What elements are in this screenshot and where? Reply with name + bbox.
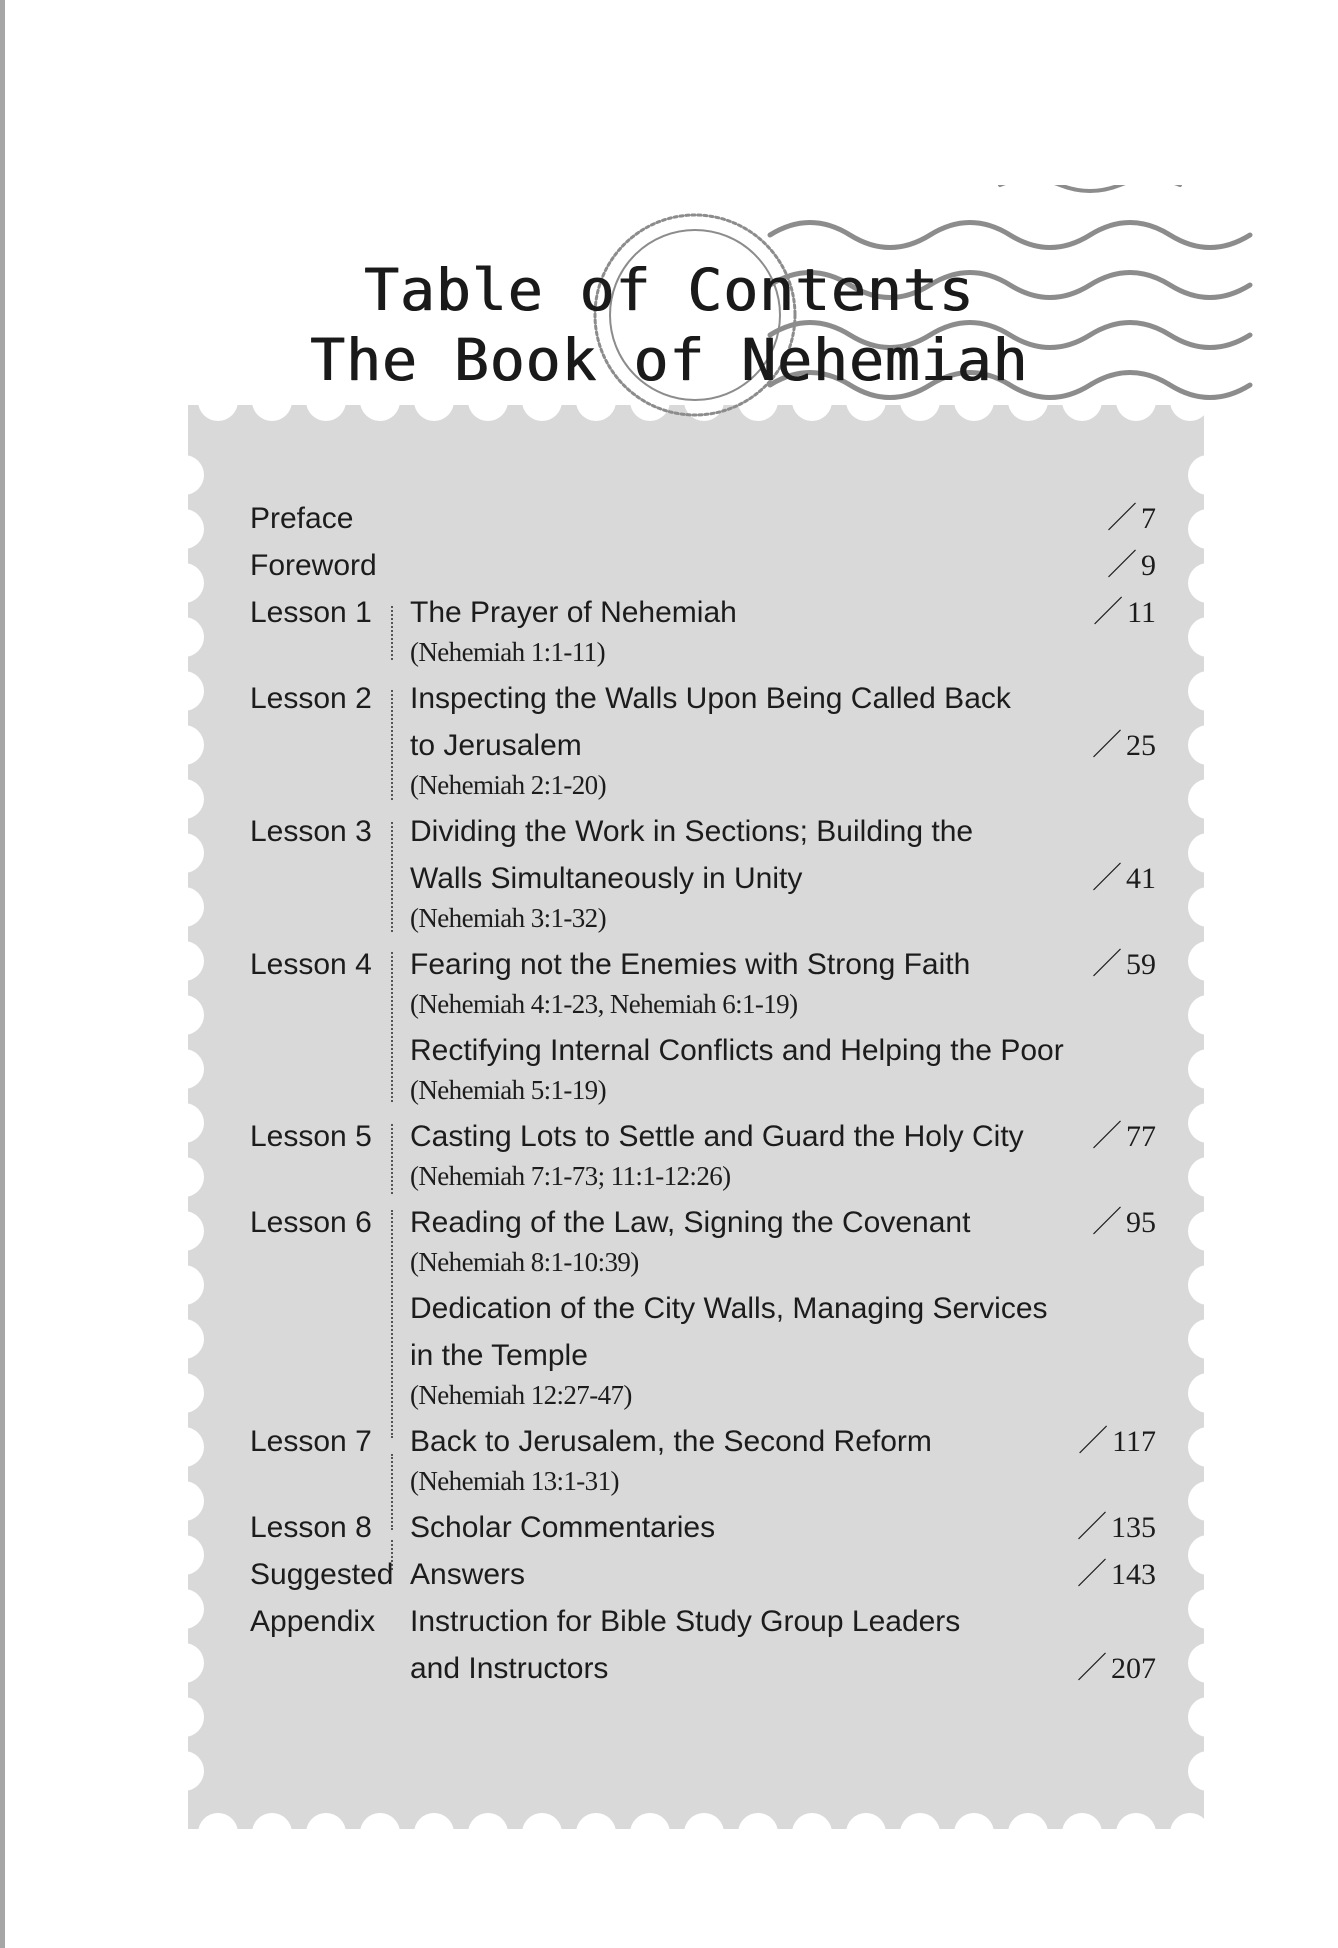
stamp-perforation bbox=[164, 671, 204, 711]
toc-entry-lesson-1[interactable] bbox=[250, 589, 1156, 637]
stamp-perforation bbox=[164, 725, 204, 765]
stamp-perforation bbox=[1188, 617, 1228, 657]
stamp-perforation bbox=[954, 1813, 994, 1853]
stamp-perforation bbox=[738, 1813, 778, 1853]
toc-entry-foreword[interactable] bbox=[250, 542, 1156, 590]
entry-label: Lesson 2 bbox=[250, 682, 372, 715]
stamp-perforation bbox=[164, 1427, 204, 1467]
entry-title: Scholar Commentaries bbox=[410, 1511, 716, 1544]
stamp-perforation bbox=[1188, 671, 1228, 711]
stamp-perforation bbox=[164, 1265, 204, 1305]
stamp-perforation bbox=[1188, 509, 1228, 549]
entry-label: Lesson 7 bbox=[250, 1425, 372, 1458]
stamp-perforation bbox=[164, 1481, 204, 1521]
stamp-perforation bbox=[164, 1697, 204, 1737]
toc-entry-lesson-3-cont bbox=[250, 855, 1156, 903]
toc-entry-preface[interactable] bbox=[250, 495, 1156, 543]
stamp-perforation bbox=[164, 617, 204, 657]
title-line-1: Table of Contents bbox=[363, 256, 975, 324]
stamp-perforation bbox=[1188, 1265, 1228, 1305]
stamp-perforation bbox=[164, 887, 204, 927]
stamp-perforation bbox=[164, 455, 204, 495]
stamp-perforation bbox=[164, 1157, 204, 1197]
stamp-perforation bbox=[360, 1813, 400, 1853]
stamp-perforation bbox=[164, 1589, 204, 1629]
stamp-perforation bbox=[522, 1813, 562, 1853]
scripture-reference: (Nehemiah 7:1-73; 11:1-12:26) bbox=[410, 1161, 731, 1191]
toc-entry-appendix-cont bbox=[250, 1645, 1156, 1693]
entry-title: Dividing the Work in Sections; Building the bbox=[410, 815, 974, 848]
stamp-perforation bbox=[164, 1535, 204, 1575]
toc-entry-lesson-2-cont bbox=[250, 722, 1156, 770]
stamp-perforation bbox=[1188, 941, 1228, 981]
scripture-reference: (Nehemiah 2:1-20) bbox=[410, 770, 606, 800]
toc-entry-lesson-4[interactable] bbox=[250, 941, 1156, 989]
stamp-perforation bbox=[252, 1813, 292, 1853]
page-number: ／ 135 bbox=[1077, 1511, 1156, 1544]
entry-title: Reading of the Law, Signing the Covenant bbox=[410, 1206, 971, 1239]
stamp-perforation bbox=[792, 1813, 832, 1853]
entry-label: Suggested bbox=[250, 1558, 394, 1591]
stamp-perforation bbox=[164, 509, 204, 549]
scripture-reference: (Nehemiah 1:1-11) bbox=[410, 637, 605, 667]
toc-entry-appendix[interactable] bbox=[250, 1598, 1156, 1646]
toc-entry-lesson-7[interactable] bbox=[250, 1418, 1156, 1466]
toc-entry-lesson-6-b-cont bbox=[250, 1332, 1156, 1380]
entry-title: to Jerusalem bbox=[410, 729, 582, 762]
toc-entry-lesson-2[interactable] bbox=[250, 675, 1156, 723]
entry-title: Casting Lots to Settle and Guard the Holy City bbox=[410, 1120, 1024, 1153]
stamp-perforation bbox=[164, 1103, 204, 1143]
stamp-perforation bbox=[306, 1813, 346, 1853]
toc-entry-lesson-8[interactable] bbox=[250, 1504, 1156, 1552]
stamp-perforation bbox=[1188, 1157, 1228, 1197]
title-line-2: The Book of Nehemiah bbox=[309, 326, 1029, 394]
page-number: ／ 9 bbox=[1107, 549, 1156, 582]
stamp-perforation bbox=[1188, 1319, 1228, 1359]
scripture-reference: (Nehemiah 4:1-23, Nehemiah 6:1-19) bbox=[410, 989, 798, 1019]
stamp-perforation bbox=[164, 563, 204, 603]
stamp-perforation bbox=[1188, 995, 1228, 1035]
page-number: ／ 207 bbox=[1077, 1652, 1156, 1685]
stamp-perforation bbox=[164, 779, 204, 819]
stamp-perforation bbox=[164, 1319, 204, 1359]
entry-title: Rectifying Internal Conflicts and Helping the Poor bbox=[410, 1034, 1064, 1067]
entry-label: Lesson 8 bbox=[250, 1511, 372, 1544]
entry-title: Instruction for Bible Study Group Leaders bbox=[410, 1605, 961, 1638]
entry-label-cont: Answers bbox=[410, 1558, 526, 1591]
entry-label: Preface bbox=[250, 502, 354, 535]
stamp-perforation bbox=[468, 1813, 508, 1853]
stamp-perforation bbox=[900, 1813, 940, 1853]
entry-title: Dedication of the City Walls, Managing Services bbox=[410, 1292, 1048, 1325]
stamp-perforation bbox=[1188, 1535, 1228, 1575]
stamp-perforation bbox=[1188, 1643, 1228, 1683]
stamp-perforation bbox=[164, 1049, 204, 1089]
stamp-perforation bbox=[1170, 1813, 1210, 1853]
stamp-perforation bbox=[1188, 1103, 1228, 1143]
entry-title: Back to Jerusalem, the Second Reform bbox=[410, 1425, 932, 1458]
scripture-reference: (Nehemiah 5:1-19) bbox=[410, 1075, 606, 1105]
stamp-perforation bbox=[1188, 563, 1228, 603]
entry-label: Lesson 3 bbox=[250, 815, 372, 848]
stamp-perforation bbox=[1188, 1373, 1228, 1413]
scripture-reference: (Nehemiah 13:1-31) bbox=[410, 1466, 619, 1496]
toc-entry-suggested-answers[interactable] bbox=[250, 1551, 1156, 1599]
page-number: ／ 41 bbox=[1092, 862, 1156, 895]
entry-label: Foreword bbox=[250, 549, 377, 582]
entry-label: Lesson 4 bbox=[250, 948, 372, 981]
entry-title: Inspecting the Walls Upon Being Called Back bbox=[410, 682, 1011, 715]
stamp-perforation bbox=[846, 1813, 886, 1853]
stamp-perforation bbox=[1188, 1049, 1228, 1089]
stamp-perforation bbox=[198, 1813, 238, 1853]
stamp-perforation bbox=[1188, 1589, 1228, 1629]
page-number: ／ 11 bbox=[1093, 596, 1156, 629]
stamp-perforation bbox=[1188, 779, 1228, 819]
stamp-perforation bbox=[164, 1643, 204, 1683]
stamp-perforation bbox=[164, 1211, 204, 1251]
entry-title: in the Temple bbox=[410, 1339, 588, 1372]
entry-label: Lesson 5 bbox=[250, 1120, 372, 1153]
toc-entry-lesson-6-b[interactable] bbox=[250, 1285, 1156, 1333]
scripture-reference: (Nehemiah 3:1-32) bbox=[410, 903, 606, 933]
stamp-perforation bbox=[630, 1813, 670, 1853]
entry-title: Fearing not the Enemies with Strong Faith bbox=[410, 948, 971, 981]
stamp-perforation bbox=[1188, 887, 1228, 927]
entry-title: and Instructors bbox=[410, 1652, 609, 1685]
stamp-perforation bbox=[164, 941, 204, 981]
toc-entry-lesson-3[interactable] bbox=[250, 808, 1156, 856]
stamp-perforation bbox=[164, 833, 204, 873]
toc-entry-lesson-5[interactable] bbox=[250, 1113, 1156, 1161]
page-title bbox=[0, 255, 1338, 395]
entry-title: Walls Simultaneously in Unity bbox=[410, 862, 803, 895]
stamp-perforation bbox=[1188, 1697, 1228, 1737]
stamp-perforation bbox=[1116, 1813, 1156, 1853]
entry-label: Lesson 1 bbox=[250, 596, 372, 629]
stamp-perforation bbox=[576, 1813, 616, 1853]
stamp-perforation bbox=[1188, 1211, 1228, 1251]
stamp-perforation bbox=[1008, 1813, 1048, 1853]
stamp-perforation bbox=[164, 995, 204, 1035]
stamp-perforation bbox=[1188, 725, 1228, 765]
page-number: ／ 143 bbox=[1077, 1558, 1156, 1591]
page-number: ／ 77 bbox=[1092, 1120, 1156, 1153]
page-number: ／ 117 bbox=[1078, 1425, 1156, 1458]
stamp-perforation bbox=[684, 1813, 724, 1853]
stamp-perforation bbox=[1062, 1813, 1102, 1853]
page-number: ／ 95 bbox=[1092, 1206, 1156, 1239]
entry-title: The Prayer of Nehemiah bbox=[410, 596, 737, 629]
page-number: ／ 59 bbox=[1092, 948, 1156, 981]
entry-label: Appendix bbox=[250, 1605, 376, 1638]
toc-entry-lesson-6[interactable] bbox=[250, 1199, 1156, 1247]
entry-label: Lesson 6 bbox=[250, 1206, 372, 1239]
scripture-reference: (Nehemiah 12:27-47) bbox=[410, 1380, 632, 1410]
stamp-perforation bbox=[164, 1373, 204, 1413]
stamp-perforation bbox=[414, 1813, 454, 1853]
page-number: ／ 7 bbox=[1107, 502, 1156, 535]
scripture-reference: (Nehemiah 8:1-10:39) bbox=[410, 1247, 639, 1277]
stamp-perforation bbox=[1188, 1481, 1228, 1521]
toc-entry-lesson-4-b[interactable] bbox=[250, 1027, 1156, 1075]
stamp-perforation bbox=[1188, 1751, 1228, 1791]
stamp-perforation bbox=[1188, 1427, 1228, 1467]
stamp-perforation bbox=[164, 1751, 204, 1791]
stamp-perforation bbox=[1188, 833, 1228, 873]
page-number: ／ 25 bbox=[1092, 729, 1156, 762]
